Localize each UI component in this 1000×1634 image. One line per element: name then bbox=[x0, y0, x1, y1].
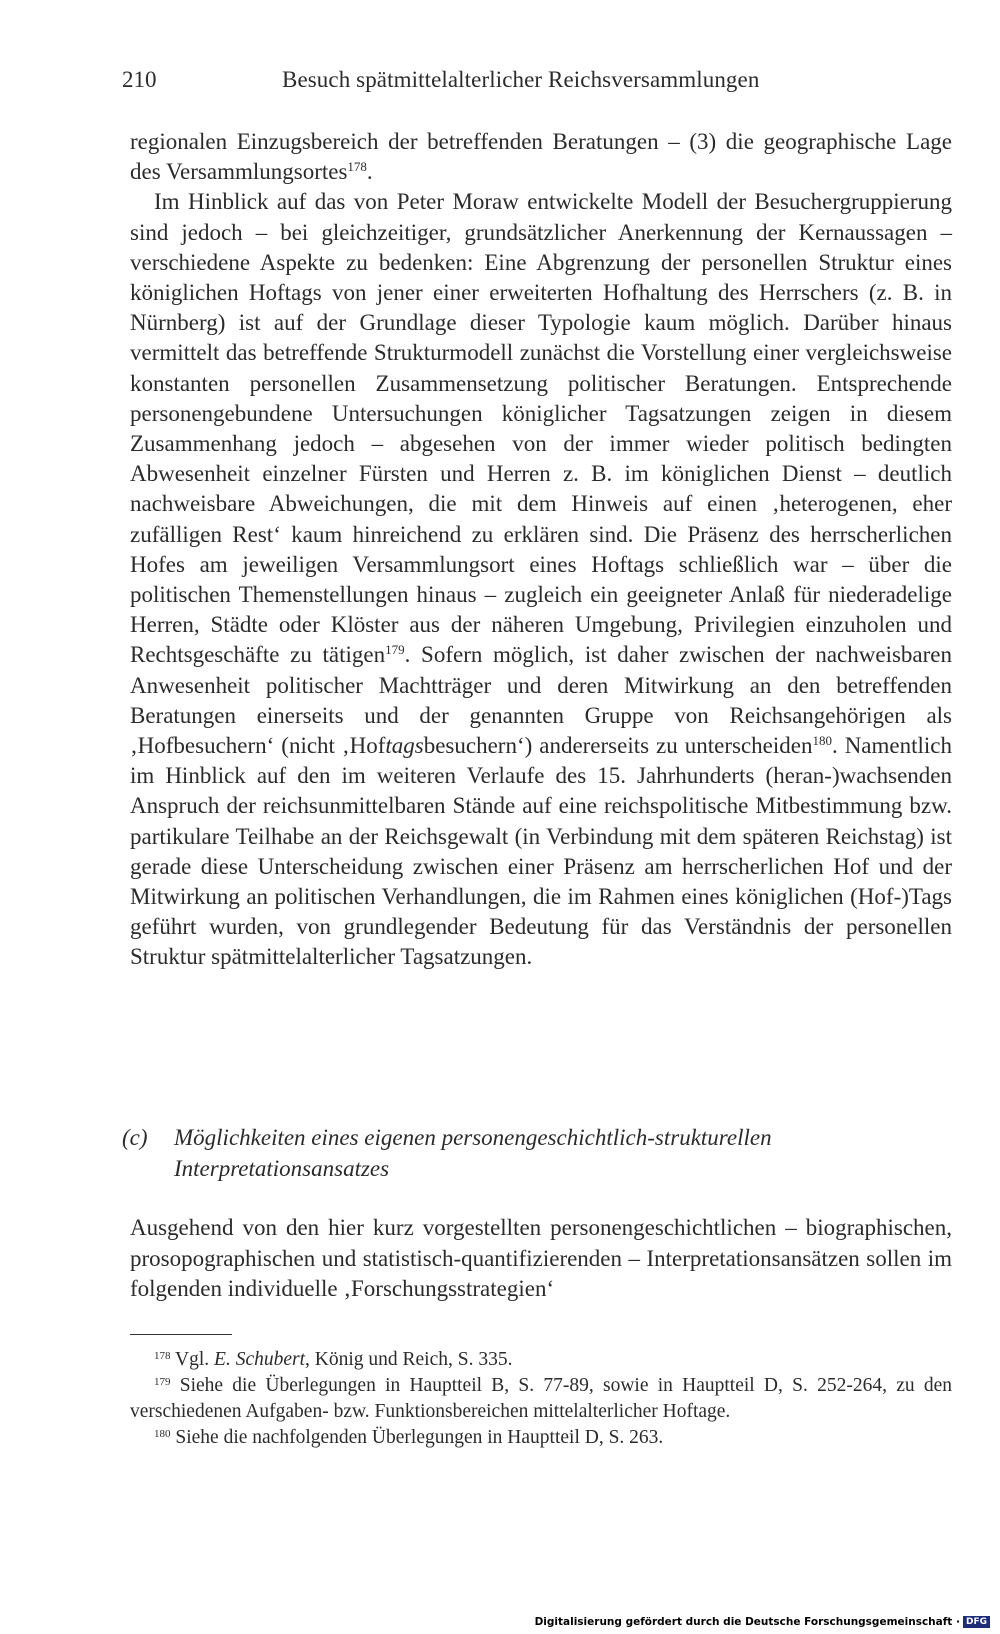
text-run: besuchern‘) andererseits zu unterscheiden bbox=[423, 733, 813, 759]
footnote-number: 178 bbox=[154, 1350, 171, 1362]
page-number: 210 bbox=[122, 67, 157, 92]
paragraph: Ausgehend von den hier kurz vorgestellten personengeschichtlichen – biographischen, prosopographischen und statistisch-quantifizierenden – Interpretationsansätzen sollen im folgenden individuelle ‚Forschungsstrategien‘ bbox=[130, 1215, 952, 1301]
footnote-text: Siehe die Überlegungen in Hauptteil B, S. 77-89, sowie in Hauptteil D, S. 252-264, zu den verschiedenen Aufgaben- bzw. Funktionsbereichen mittelalterlicher Hoftage. bbox=[130, 1375, 952, 1422]
running-title: Besuch spätmittelalterlicher Reichsversammlungen bbox=[282, 67, 760, 92]
footnote-divider bbox=[130, 1334, 232, 1335]
main-text bbox=[130, 127, 952, 973]
text-run: Im Hinblick auf das von Peter Moraw entwickelte Modell der Besuchergruppierung sind jedoch – bei gleichzeitiger, grundsätzlicher Anerkennung der Kernaussagen – verschiedene Aspekte zu bedenken: Eine Abgrenzung der personellen Struktur eines königlichen Hoftags von jener einer erweiterten Hofhaltung des Herrschers (z. B. in Nürnberg) ist auf der Grundlage dieser Typologie kaum möglich. Darüber hinaus vermittelt das betreffende Strukturmodell zunächst die Vorstellung einer vergleichsweise konstanten personellen Zusammensetzung politischer Beratungen. Entsprechende personengebundene Untersuchungen königlicher Tagsatzungen zeigen in diesem Zusammenhang jedoch – abgesehen von der immer wieder politisch bedingten Abwesenheit einzelner Fürsten und Herren z. B. im königlichen Dienst – deutlich nachweisbare Abweichungen, die mit dem Hinweis auf einen ‚heterogenen, eher zufälligen Rest‘ kaum hinreichend zu erklären sind. Die Präsenz des herrscherlichen Hofes am jeweiligen Versammlungsort eines Hoftags schließlich war – über die politischen Themenstellungen hinaus – zugleich ein geeigneter Anlaß für niederadelige Herren, Städte oder Klöster aus der näheren Umgebung, Privilegien einzuholen und Rechtsgeschäfte zu tätigen bbox=[130, 189, 952, 668]
section-heading bbox=[122, 1122, 952, 1184]
credit-text: Digitalisierung gefördert durch die Deutsche Forschungsgemeinschaft · bbox=[534, 1616, 960, 1628]
footnote-text: Vgl. bbox=[170, 1349, 215, 1370]
main-text-continued bbox=[130, 1213, 952, 1305]
section-title-line: Interpretationsansatzes bbox=[174, 1156, 390, 1181]
footnotes bbox=[130, 1347, 952, 1451]
section-title-line: Möglichkeiten eines eigenen personengeschichtlich-strukturellen bbox=[174, 1125, 772, 1150]
footnote-text: , König und Reich, S. 335. bbox=[305, 1349, 513, 1370]
text-run: . Sofern möglich, ist daher zwischen der nachweisbaren Anwesenheit politischer Machtträger und deren Mitwirkung an den betreffenden Beratungen einerseits und der genannten Gruppe von Reichsangehörigen als ‚Hofbesuchern‘ (nicht ‚Hof bbox=[130, 642, 952, 759]
text-run: . bbox=[366, 159, 373, 185]
paragraph bbox=[130, 187, 952, 972]
text-run: regionalen Einzugsbereich der betreffenden Beratungen – (3) die geographische Lage des Versammlungsortes bbox=[130, 129, 952, 185]
text-run: . Namentlich im Hinblick auf den im weiteren Verlaufe des 15. Jahrhunderts (heran-)wachsenden Anspruch der reichsunmittelbaren Stände auf eine reichspolitische Mitbestimmung bzw. partikulare Teilhabe an der Reichsgewalt (in Verbindung mit dem späteren Reichstag) ist gerade diese Unterscheidung zwischen einer Präsenz am herrscherlichen Hof und der Mitwirkung an politischen Verhandlungen, die im Rahmen eines königlichen (Hof-)Tags geführt wurden, von grundlegender Bedeutung für das Verständnis der personellen Struktur spätmittelalterlicher Tagsatzungen. bbox=[130, 733, 952, 970]
paragraph bbox=[130, 127, 952, 187]
footnote bbox=[130, 1347, 952, 1373]
footnote-text: Siehe die nachfolgenden Überlegungen in Hauptteil D, S. 263. bbox=[170, 1427, 664, 1448]
footnote-ref: 180 bbox=[812, 733, 832, 749]
footnote-ref: 178 bbox=[347, 159, 367, 175]
footnote-ref: 179 bbox=[385, 642, 405, 658]
footnote-number: 179 bbox=[154, 1376, 171, 1388]
digitization-credit bbox=[535, 1616, 990, 1628]
section-number: (c) bbox=[122, 1125, 148, 1150]
footnote bbox=[130, 1373, 952, 1425]
footnote bbox=[130, 1425, 952, 1451]
dfg-logo: DFG bbox=[963, 1616, 990, 1628]
italic-emphasis: tags bbox=[385, 733, 424, 759]
running-header bbox=[122, 64, 952, 96]
footnote-author: E. Schubert bbox=[214, 1349, 306, 1370]
footnote-number: 180 bbox=[154, 1428, 171, 1440]
